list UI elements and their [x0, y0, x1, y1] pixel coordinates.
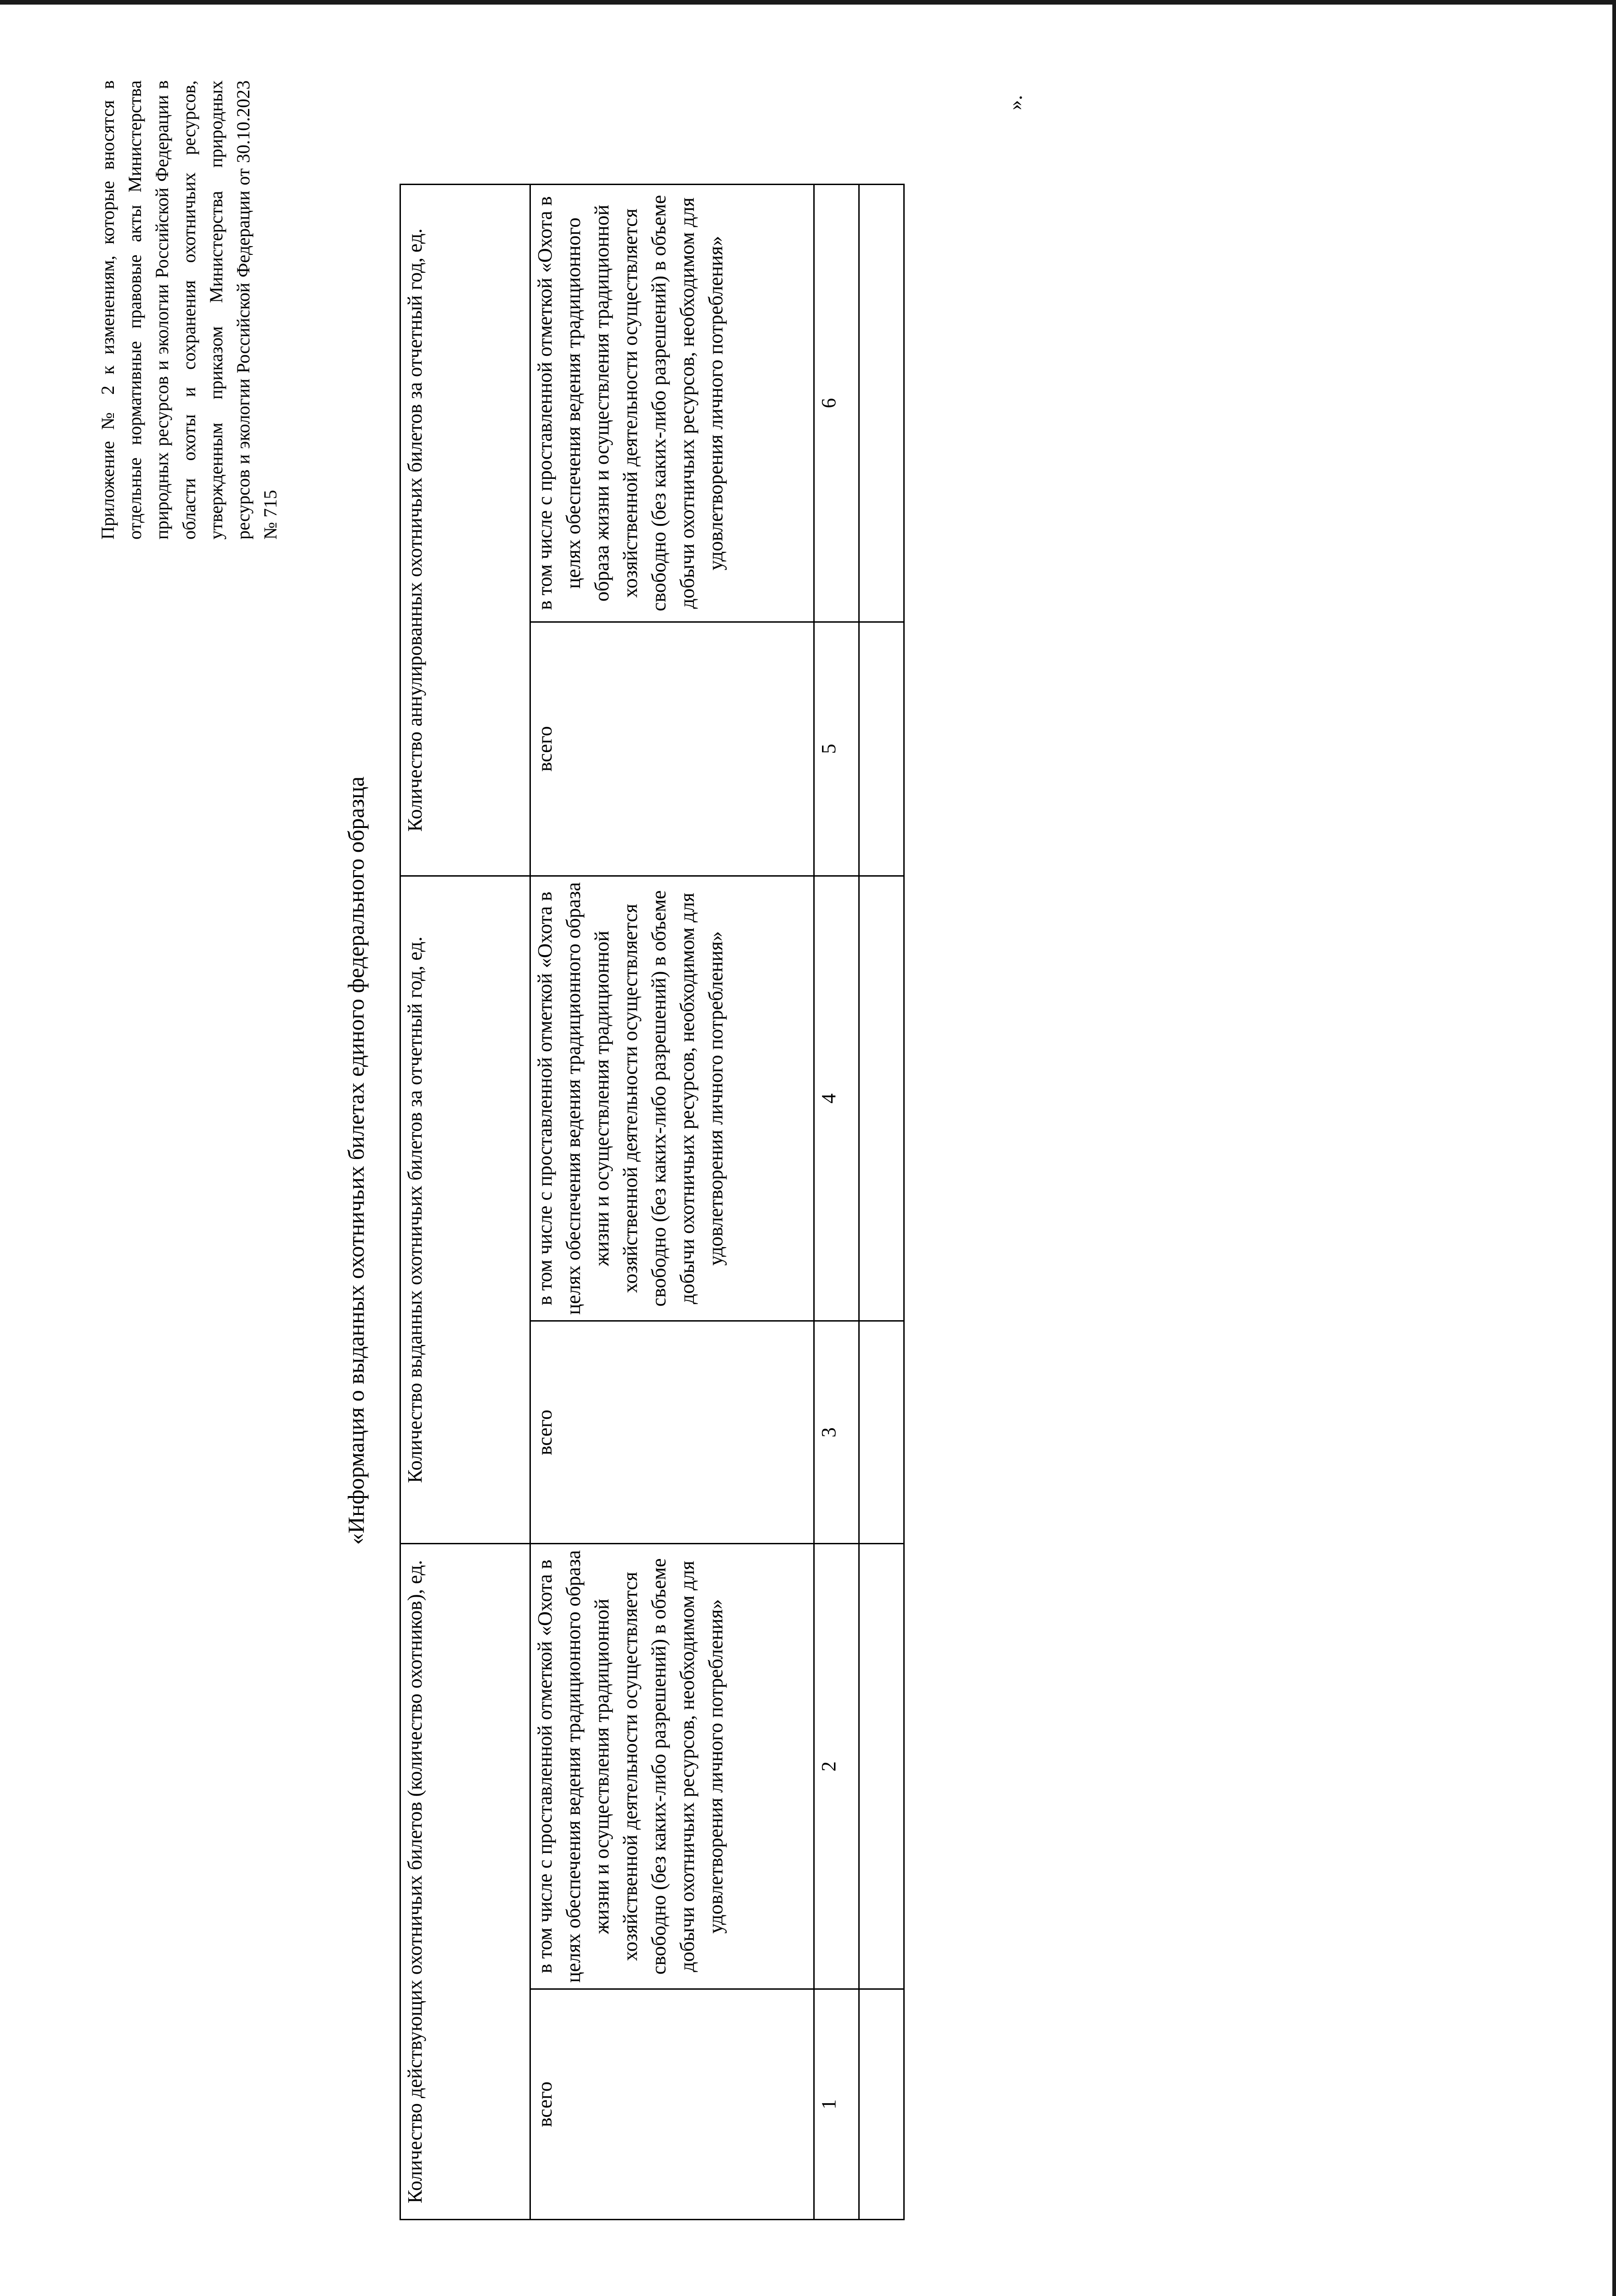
- sub-header-active-total: всего: [530, 1989, 814, 2220]
- empty-cell: [859, 1989, 904, 2220]
- table-sub-header-row: [530, 185, 814, 2220]
- group-header-annulled: Количество аннулированных охотничьих билетов за отчетный год, ед.: [400, 185, 530, 876]
- column-number: 3: [814, 1321, 859, 1544]
- table-empty-data-row: [859, 185, 904, 2220]
- appendix-note: Приложение № 2 к изменениям, которые вносятся в отдельные нормативные правовые акты Министерства природных ресурсов и экологии Российской Федерации в области охоты и сохранения охотничьих ресурсов, утвержденным приказом Министерства природных ресурсов и экологии Российской Федерации от 30.10.2023 № 715: [97, 80, 281, 540]
- table-column-number-row: [814, 185, 859, 2220]
- column-number: 6: [814, 185, 859, 622]
- closing-quote: ».: [1004, 95, 1026, 110]
- empty-cell: [859, 1321, 904, 1544]
- column-number: 5: [814, 622, 859, 876]
- sub-header-issued-total: всего: [530, 1321, 814, 1544]
- column-number: 4: [814, 876, 859, 1321]
- sub-header-annulled-marked: в том числе с проставленной отметкой «Охота в целях обеспечения ведения традиционного образа жизни и осуществления традиционной хозяйственной деятельности осуществляется свободно (без каких-либо разрешений) в объеме добычи охотничьих ресурсов, необходимом для удовлетворения личного потребления»: [530, 185, 814, 622]
- group-header-active: Количество действующих охотничьих билетов (количество охотников), ед.: [400, 1544, 530, 2220]
- empty-cell: [859, 876, 904, 1321]
- sub-header-issued-marked: в том числе с проставленной отметкой «Охота в целях обеспечения ведения традиционного образа жизни и осуществления традиционной хозяйственной деятельности осуществляется свободно (без каких-либо разрешений) в объеме добычи охотничьих ресурсов, необходимом для удовлетворения личного потребления»: [530, 876, 814, 1321]
- column-number: 1: [814, 1989, 859, 2220]
- empty-cell: [859, 622, 904, 876]
- sub-header-annulled-total: всего: [530, 622, 814, 876]
- sub-header-active-marked: в том числе с проставленной отметкой «Охота в целях обеспечения ведения традиционного образа жизни и осуществления традиционной хозяйственной деятельности осуществляется свободно (без каких-либо разрешений) в объеме добычи охотничьих ресурсов, необходимом для удовлетворения личного потребления»: [530, 1544, 814, 1989]
- empty-cell: [859, 185, 904, 622]
- document-title: «Информация о выданных охотничьих билетах единого федерального образца: [343, 776, 369, 1545]
- empty-cell: [859, 1544, 904, 1989]
- column-number: 2: [814, 1544, 859, 1989]
- table-group-header-row: [400, 185, 530, 2220]
- hunting-tickets-table: [400, 184, 905, 2220]
- group-header-issued: Количество выданных охотничьих билетов за отчетный год, ед.: [400, 876, 530, 1544]
